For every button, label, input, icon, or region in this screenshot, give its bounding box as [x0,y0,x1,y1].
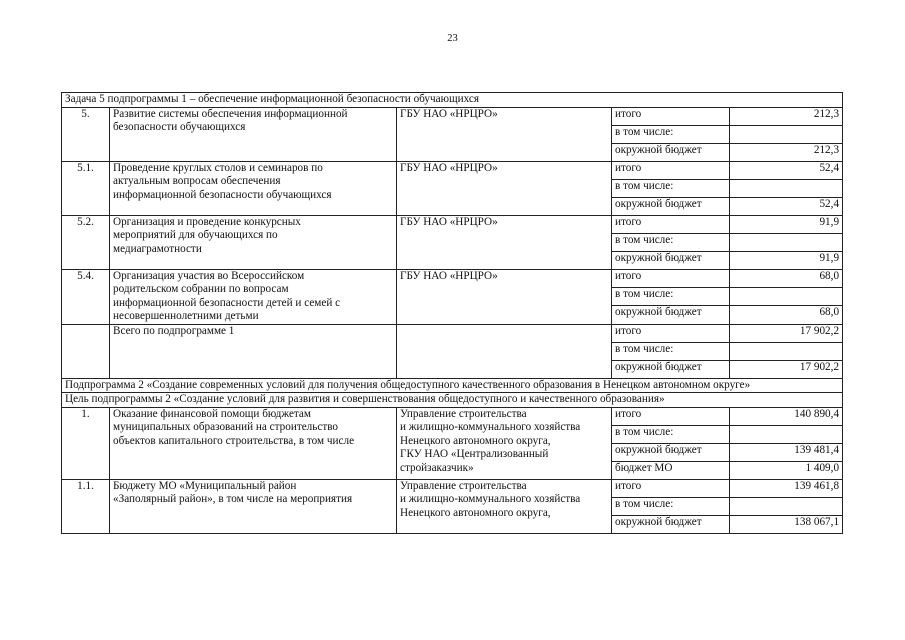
budget-amount: 140 890,4 [730,407,843,425]
budget-source-label: итого [612,407,730,425]
budget-source-label: окружной бюджет [612,306,730,324]
item-executor: ГБУ НАО «НРЦРО» [397,107,612,161]
budget-source-label: окружной бюджет [612,143,730,161]
item-number: 5.1. [62,161,110,215]
item-name: Проведение круглых столов и семинаров по актуальным вопросам обеспечения информационной безопасности обучающихся [110,161,397,215]
budget-line-row [62,107,843,125]
item-executor: Управление строительства и жилищно-коммунального хозяйства Ненецкого автономного округа, [397,479,612,533]
item-name: Всего по подпрограмме 1 [110,324,397,378]
budget-amount: 17 902,2 [730,360,843,378]
budget-line-row [62,215,843,233]
item-executor: Управление строительства и жилищно-коммунального хозяйства Ненецкого автономного округа, ГКУ НАО «Централизованный стройзаказчик» [397,407,612,479]
item-name: Бюджету МО «Муниципальный район «Заполярный район», в том числе на мероприятия [110,479,397,533]
budget-amount: 212,3 [730,107,843,125]
item-number: 1.1. [62,479,110,533]
budget-amount [730,342,843,360]
budget-amount: 138 067,1 [730,515,843,533]
budget-amount: 52,4 [730,197,843,215]
budget-amount: 139 481,4 [730,443,843,461]
goal-header: Цель подпрограммы 2 «Создание условий для развития и совершенствования общедоступного и качественного образования» [62,393,843,408]
budget-source-label: в том числе: [612,179,730,197]
budget-amount: 139 461,8 [730,479,843,497]
item-name: Организация и проведение конкурсных мероприятий для обучающихся по медиаграмотности [110,215,397,269]
item-number: 5.2. [62,215,110,269]
item-name: Оказание финансовой помощи бюджетам муниципальных образований на строительство объектов капитального строительства, в том числе [110,407,397,479]
budget-line-row [62,324,843,342]
budget-source-label: итого [612,161,730,179]
budget-amount [730,233,843,251]
budget-line-row [62,479,843,497]
budget-amount: 91,9 [730,251,843,269]
budget-source-label: бюджет МО [612,461,730,479]
task-header: Задача 5 подпрограммы 1 – обеспечение информационной безопасности обучающихся [62,93,843,108]
budget-amount [730,179,843,197]
item-name: Организация участия во Всероссийском родительском собрании по вопросам информационной безопасности детей и семей с несовершеннолетними детьми [110,269,397,324]
budget-source-label: итого [612,479,730,497]
budget-source-label: в том числе: [612,425,730,443]
item-number: 5.4. [62,269,110,324]
budget-amount [730,497,843,515]
budget-amount [730,425,843,443]
budget-amount [730,125,843,143]
budget-source-label: окружной бюджет [612,515,730,533]
budget-line-row [62,161,843,179]
budget-line-row [62,269,843,287]
budget-source-label: в том числе: [612,125,730,143]
budget-source-label: итого [612,215,730,233]
budget-amount: 68,0 [730,306,843,324]
budget-source-label: итого [612,107,730,125]
page-number: 23 [447,33,458,44]
budget-source-label: в том числе: [612,497,730,515]
item-executor: ГБУ НАО «НРЦРО» [397,161,612,215]
subprogram-header: Подпрограмма 2 «Создание современных условий для получения общедоступного качественного образования в Ненецком автономном округе» [62,378,843,393]
program-table [61,92,843,534]
budget-amount: 91,9 [730,215,843,233]
budget-amount [730,287,843,305]
item-executor [397,324,612,378]
program-table-body [62,93,843,534]
goal-header-row [62,393,843,408]
budget-amount: 52,4 [730,161,843,179]
budget-line-row [62,407,843,425]
budget-source-label: окружной бюджет [612,251,730,269]
subprogram-header-row [62,378,843,393]
item-number [62,324,110,378]
item-name: Развитие системы обеспечения информационной безопасности обучающихся [110,107,397,161]
task-header-row [62,93,843,108]
budget-source-label: окружной бюджет [612,443,730,461]
budget-source-label: итого [612,269,730,287]
item-number: 1. [62,407,110,479]
budget-source-label: в том числе: [612,342,730,360]
item-executor: ГБУ НАО «НРЦРО» [397,269,612,324]
budget-source-label: окружной бюджет [612,197,730,215]
budget-source-label: в том числе: [612,233,730,251]
item-executor: ГБУ НАО «НРЦРО» [397,215,612,269]
budget-amount: 1 409,0 [730,461,843,479]
budget-amount: 212,3 [730,143,843,161]
budget-source-label: итого [612,324,730,342]
budget-amount: 68,0 [730,269,843,287]
budget-source-label: в том числе: [612,287,730,305]
budget-source-label: окружной бюджет [612,360,730,378]
budget-amount: 17 902,2 [730,324,843,342]
item-number: 5. [62,107,110,161]
